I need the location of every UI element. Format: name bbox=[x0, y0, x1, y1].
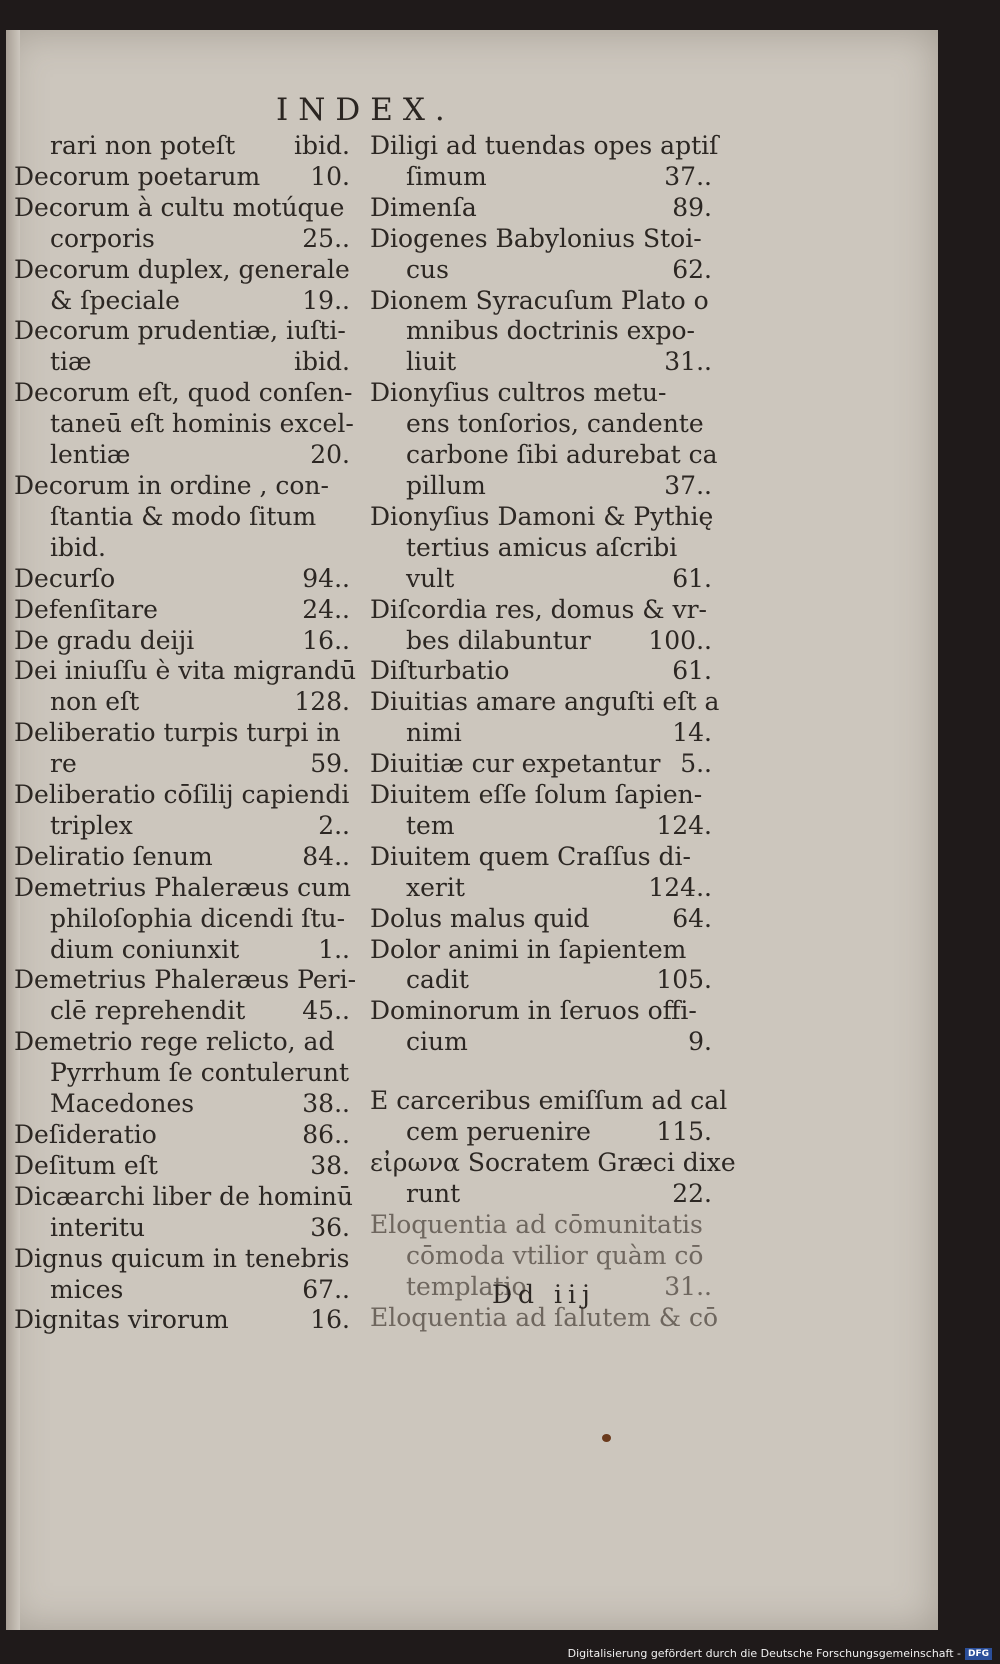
entry-page-ref bbox=[352, 378, 358, 409]
entry-page-ref bbox=[706, 780, 712, 811]
index-entry bbox=[14, 193, 350, 255]
entry-text: Deliratio ſenum bbox=[14, 841, 213, 871]
entry-page-ref bbox=[344, 718, 350, 749]
index-entry-line bbox=[370, 378, 712, 409]
section-gap bbox=[370, 1058, 712, 1086]
index-entry-line bbox=[370, 286, 712, 317]
index-entry-line bbox=[370, 502, 712, 533]
index-entry-line bbox=[14, 595, 350, 626]
entry-text: E carceribus emiſſum ad cal bbox=[370, 1086, 728, 1116]
entry-text: Macedones bbox=[50, 1089, 195, 1119]
entry-page-ref bbox=[344, 533, 350, 564]
index-entry-line bbox=[14, 1181, 353, 1213]
entry-page-ref: 5.. bbox=[680, 749, 712, 779]
entry-text: Diſturbatio bbox=[370, 656, 510, 686]
entry-text: Deliberatio turpis turpi in bbox=[14, 718, 341, 748]
entry-page-ref bbox=[346, 316, 352, 347]
ink-stain bbox=[602, 1434, 611, 1442]
index-entry-line bbox=[14, 193, 350, 224]
entry-text: cus bbox=[406, 254, 449, 284]
entry-page-ref bbox=[718, 1303, 724, 1334]
entry-text: Decorum à cultu motúque bbox=[14, 192, 345, 222]
index-entry-line bbox=[370, 347, 712, 378]
entry-text: taneū eſt hominis excel- bbox=[50, 409, 354, 439]
entry-page-ref: 100.. bbox=[648, 625, 712, 655]
index-entry-line bbox=[14, 502, 350, 533]
index-entry-line bbox=[370, 1117, 712, 1148]
entry-page-ref bbox=[706, 1241, 712, 1272]
entry-page-ref bbox=[707, 595, 713, 626]
index-entry bbox=[370, 904, 712, 935]
entry-page-ref: 2.. bbox=[318, 810, 350, 840]
entry-page-ref bbox=[349, 1244, 355, 1275]
entry-text: liuit bbox=[406, 347, 457, 377]
index-column-left bbox=[14, 131, 357, 1336]
entry-text: Deliberatio cōſilij capiendi bbox=[14, 780, 350, 810]
index-entry-line bbox=[14, 1120, 350, 1151]
entry-text: Decorum eſt, quod conſen- bbox=[14, 378, 353, 408]
index-entry bbox=[14, 316, 350, 378]
entry-text: clē reprehendit bbox=[50, 996, 246, 1026]
index-entry-line bbox=[14, 224, 350, 255]
index-entry-line bbox=[370, 255, 712, 286]
entry-text: mices bbox=[50, 1274, 124, 1304]
entry-text: mnibus doctrinis expo- bbox=[406, 316, 696, 346]
index-entry bbox=[370, 1148, 736, 1210]
entry-text: Diſcordia res, domus & vr- bbox=[370, 594, 707, 624]
entry-text: lentiæ bbox=[50, 440, 131, 470]
index-entry bbox=[370, 935, 712, 997]
entry-text: ſimum bbox=[406, 161, 487, 191]
index-entry-line bbox=[14, 1275, 350, 1306]
entry-text: Diuitiæ cur expetantur bbox=[370, 749, 661, 779]
entry-text: philoſophia dicendi ſtu- bbox=[50, 903, 346, 933]
entry-text: cōmoda vtilior quàm cō bbox=[406, 1240, 704, 1270]
page-header: INDEX. bbox=[276, 92, 455, 128]
index-entry-line bbox=[370, 193, 712, 224]
entry-text: ens tonſorios, candente bbox=[406, 409, 704, 439]
index-entry-line bbox=[14, 131, 350, 162]
entry-page-ref: 31.. bbox=[664, 1271, 712, 1301]
entry-text: bes dilabuntur bbox=[406, 625, 591, 655]
entry-page-ref bbox=[344, 1027, 350, 1058]
index-entry-line bbox=[14, 1089, 350, 1120]
entry-page-ref bbox=[719, 687, 725, 718]
index-entry bbox=[14, 842, 350, 873]
entry-page-ref: 10. bbox=[310, 161, 350, 191]
index-entry-line bbox=[14, 687, 350, 718]
entry-page-ref bbox=[706, 996, 712, 1027]
entry-page-ref bbox=[706, 842, 712, 873]
index-entry bbox=[370, 193, 712, 224]
footer-text: Digitalisierung gefördert durch die Deutsche Forschungsgemeinschaft - bbox=[567, 1647, 961, 1660]
index-entry-line bbox=[14, 378, 353, 409]
entry-page-ref: 61. bbox=[672, 656, 712, 686]
index-entry-line bbox=[370, 409, 712, 440]
index-entry-line bbox=[14, 162, 350, 193]
index-entry-line bbox=[370, 564, 712, 595]
entry-text: & ſpeciale bbox=[50, 285, 180, 315]
index-entry bbox=[14, 595, 350, 626]
index-entry-line bbox=[370, 131, 719, 162]
entry-text: tertius amicus aſcribi bbox=[406, 532, 678, 562]
index-entry-line bbox=[14, 996, 350, 1027]
entry-page-ref: 64. bbox=[672, 903, 712, 933]
index-entry-line bbox=[370, 873, 712, 904]
entry-page-ref bbox=[349, 780, 355, 811]
index-entry bbox=[370, 595, 712, 657]
entry-page-ref: 31.. bbox=[664, 347, 712, 377]
entry-text: Deſideratio bbox=[14, 1120, 157, 1149]
entry-text: Demetrio rege relicto, ad bbox=[14, 1027, 335, 1057]
index-entry-line bbox=[14, 440, 350, 471]
entry-page-ref bbox=[709, 286, 715, 317]
entry-text: Eloquentia ad cōmunitatis bbox=[370, 1209, 703, 1239]
entry-text: ibid. bbox=[50, 532, 106, 562]
entry-text: Decorum in ordine , con- bbox=[14, 470, 329, 500]
digitization-footer bbox=[568, 1647, 992, 1660]
entry-text: Decurſo bbox=[14, 563, 116, 593]
index-entry-line bbox=[370, 316, 712, 347]
entry-page-ref bbox=[706, 224, 712, 255]
index-entry-line bbox=[14, 626, 350, 657]
index-entry-line bbox=[370, 904, 712, 935]
entry-text: εἰρωνα Socratem Græci dixe bbox=[370, 1148, 736, 1177]
entry-text: Dominorum in ſeruos offi- bbox=[370, 996, 697, 1026]
entry-page-ref: 115. bbox=[656, 1117, 712, 1147]
index-entry-line bbox=[370, 1241, 712, 1272]
index-entry-line bbox=[370, 626, 712, 657]
index-entry-line bbox=[370, 1086, 728, 1117]
index-entry-line bbox=[14, 564, 350, 595]
index-entry bbox=[14, 1151, 350, 1182]
entry-text: cem peruenire bbox=[406, 1117, 591, 1147]
entry-text: re bbox=[50, 749, 77, 779]
entry-page-ref bbox=[706, 533, 712, 564]
index-entry-line bbox=[370, 687, 720, 718]
entry-text: nimi bbox=[406, 718, 462, 748]
index-entry-line bbox=[14, 1027, 350, 1058]
index-entry-line bbox=[14, 286, 350, 317]
entry-page-ref: 84.. bbox=[302, 841, 350, 871]
index-entry-line bbox=[370, 224, 712, 255]
index-entry bbox=[370, 749, 712, 780]
index-entry bbox=[14, 656, 357, 718]
entry-text: xerit bbox=[406, 872, 465, 902]
entry-page-ref bbox=[356, 965, 362, 996]
entry-text: cium bbox=[406, 1027, 468, 1057]
index-entry-line bbox=[370, 595, 712, 626]
entry-text: corporis bbox=[50, 223, 155, 253]
entry-page-ref bbox=[344, 193, 350, 224]
entry-page-ref bbox=[713, 502, 719, 533]
entry-page-ref bbox=[344, 502, 350, 533]
entry-page-ref: 16. bbox=[310, 1305, 350, 1335]
entry-text: vult bbox=[406, 563, 455, 593]
entry-text: Diuitem quem Craſſus di- bbox=[370, 841, 691, 871]
index-entry bbox=[14, 255, 350, 317]
entry-page-ref bbox=[718, 440, 724, 471]
entry-page-ref: 24.. bbox=[302, 594, 350, 624]
index-entry-line bbox=[370, 1027, 712, 1058]
entry-text: Eloquentia ad ſalutem & cō bbox=[370, 1302, 719, 1332]
signature-mark: Dd iij bbox=[492, 1280, 596, 1309]
entry-page-ref: 94.. bbox=[302, 563, 350, 593]
entry-page-ref: 20. bbox=[310, 440, 350, 470]
index-entry-line bbox=[370, 780, 712, 811]
index-entry bbox=[370, 687, 720, 749]
index-entry bbox=[14, 471, 350, 564]
index-entry-line bbox=[370, 996, 712, 1027]
entry-page-ref bbox=[718, 131, 724, 162]
entry-page-ref: 59. bbox=[310, 749, 350, 779]
entry-page-ref: 128. bbox=[294, 687, 350, 717]
index-entry-line bbox=[14, 1305, 350, 1336]
index-entry-line bbox=[14, 471, 350, 502]
index-entry-line bbox=[14, 1244, 350, 1275]
index-entry-line bbox=[14, 409, 354, 440]
index-entry-line bbox=[14, 780, 350, 811]
entry-text: Dionyſius Damoni & Pythię bbox=[370, 501, 714, 531]
entry-page-ref bbox=[356, 656, 362, 687]
entry-text: Diogenes Babylonius Stoi- bbox=[370, 223, 702, 253]
entry-page-ref bbox=[736, 1148, 742, 1179]
index-entry bbox=[14, 1181, 353, 1244]
entry-text: De gradu deiji bbox=[14, 625, 195, 655]
entry-page-ref: 62. bbox=[672, 254, 712, 284]
entry-page-ref: 124. bbox=[656, 810, 712, 840]
index-entry bbox=[14, 1244, 350, 1306]
index-entry-line bbox=[370, 1148, 736, 1179]
entry-text: tem bbox=[406, 810, 455, 840]
index-entry-line bbox=[370, 162, 712, 193]
index-entry bbox=[370, 1086, 728, 1148]
entry-text: runt bbox=[406, 1178, 461, 1208]
index-entry bbox=[14, 162, 350, 193]
entry-page-ref bbox=[706, 1210, 712, 1241]
entry-text: templatio bbox=[406, 1271, 527, 1301]
index-entry-line bbox=[14, 316, 350, 347]
entry-text: Dei iniuſſu è vita migrandū bbox=[14, 656, 357, 686]
entry-text: triplex bbox=[50, 810, 133, 840]
index-entry bbox=[370, 502, 712, 595]
index-entry-line bbox=[370, 718, 712, 749]
entry-page-ref: 105. bbox=[656, 965, 712, 995]
index-column-right bbox=[370, 131, 736, 1333]
index-entry-line bbox=[14, 718, 350, 749]
entry-page-ref bbox=[345, 904, 351, 935]
index-entry bbox=[370, 224, 712, 286]
entry-text: Dionem Syracuſum Plato o bbox=[370, 285, 709, 315]
index-entry bbox=[14, 131, 350, 162]
entry-page-ref: 16.. bbox=[302, 625, 350, 655]
entry-text: Demetrius Phaleræus Peri- bbox=[14, 965, 357, 995]
entry-text: Deſitum eſt bbox=[14, 1150, 158, 1180]
entry-text: pillum bbox=[406, 470, 486, 500]
index-entry-line bbox=[370, 965, 712, 996]
index-entry bbox=[14, 873, 350, 966]
index-entry bbox=[370, 842, 712, 904]
index-entry-line bbox=[14, 811, 350, 842]
index-entry bbox=[14, 1120, 350, 1151]
index-entry bbox=[14, 718, 350, 780]
entry-text: dium coniunxit bbox=[50, 934, 240, 964]
index-entry bbox=[14, 378, 354, 471]
entry-text: Diuitias amare anguſti eſt a bbox=[370, 687, 720, 717]
entry-text: Dimenſa bbox=[370, 192, 477, 222]
index-entry-line bbox=[14, 1058, 350, 1089]
entry-page-ref: ibid. bbox=[294, 131, 350, 160]
index-entry-line bbox=[370, 842, 712, 873]
entry-text: rari non poteſt bbox=[50, 131, 236, 160]
entry-page-ref: 1.. bbox=[318, 934, 350, 964]
entry-text: Dionyſius cultros metu- bbox=[370, 378, 667, 408]
entry-text: Dicæarchi liber de hominū bbox=[14, 1181, 353, 1211]
entry-text: Dignus quicum in tenebris bbox=[14, 1243, 350, 1273]
entry-page-ref: 45.. bbox=[302, 996, 350, 1026]
entry-text: cadit bbox=[406, 965, 469, 995]
entry-text: Decorum duplex, generale bbox=[14, 254, 350, 284]
index-entry-line bbox=[14, 1151, 350, 1182]
entry-text: interitu bbox=[50, 1212, 146, 1242]
index-entry-line bbox=[370, 935, 712, 966]
index-entry-line bbox=[370, 811, 712, 842]
entry-page-ref bbox=[727, 1086, 733, 1117]
index-entry bbox=[14, 1305, 350, 1336]
index-entry-line bbox=[370, 749, 712, 780]
entry-text: non eſt bbox=[50, 687, 140, 717]
entry-text: Pyrrhum ſe contulerunt bbox=[50, 1058, 349, 1088]
index-entry-line bbox=[14, 873, 350, 904]
index-entry-line bbox=[14, 255, 350, 286]
entry-page-ref: 36. bbox=[310, 1212, 350, 1242]
index-entry bbox=[14, 564, 350, 595]
index-entry-line bbox=[14, 347, 350, 378]
book-page bbox=[6, 30, 938, 1630]
entry-page-ref bbox=[349, 1058, 355, 1089]
entry-page-ref: 61. bbox=[672, 563, 712, 593]
entry-page-ref: 37.. bbox=[664, 161, 712, 191]
entry-text: Defenſitare bbox=[14, 594, 158, 624]
entry-page-ref: 19.. bbox=[302, 285, 350, 315]
entry-text: Dolor animi in ſapientem bbox=[370, 934, 687, 964]
index-entry bbox=[370, 780, 712, 842]
entry-page-ref: 22. bbox=[672, 1178, 712, 1208]
entry-text: carbone ſibi adurebat ca bbox=[406, 440, 718, 470]
entry-page-ref bbox=[351, 873, 357, 904]
entry-text: Decorum prudentiæ, iuſti- bbox=[14, 316, 346, 346]
index-entry bbox=[370, 378, 718, 502]
entry-page-ref bbox=[706, 935, 712, 966]
index-entry-line bbox=[370, 1179, 712, 1210]
entry-page-ref: 124.. bbox=[648, 872, 712, 902]
index-entry bbox=[370, 656, 712, 687]
dfg-logo: DFG bbox=[965, 1648, 992, 1660]
index-entry bbox=[14, 965, 357, 1027]
entry-page-ref bbox=[706, 378, 712, 409]
entry-page-ref: ibid. bbox=[294, 347, 350, 377]
index-entry-line bbox=[14, 842, 350, 873]
entry-page-ref: 38. bbox=[310, 1150, 350, 1180]
entry-text: Diuitem eſſe ſolum ſapien- bbox=[370, 780, 703, 810]
index-entry-line bbox=[14, 533, 350, 564]
entry-page-ref: 89. bbox=[672, 192, 712, 222]
index-entry-line bbox=[14, 1213, 350, 1244]
entry-page-ref: 86.. bbox=[302, 1120, 350, 1149]
index-entry-line bbox=[14, 965, 357, 996]
entry-text: ſtantia & modo ſitum bbox=[50, 501, 317, 531]
index-entry-line bbox=[370, 656, 712, 687]
index-entry-line bbox=[14, 904, 350, 935]
entry-text: Decorum poetarum bbox=[14, 161, 261, 191]
entry-text: Demetrius Phaleræus cum bbox=[14, 872, 351, 902]
entry-page-ref: 14. bbox=[672, 718, 712, 748]
index-entry-line bbox=[370, 471, 712, 502]
entry-page-ref: 25.. bbox=[302, 223, 350, 253]
entry-page-ref bbox=[350, 255, 356, 286]
index-entry bbox=[14, 780, 350, 842]
index-entry bbox=[370, 286, 712, 379]
entry-text: Diligi ad tuendas opes aptiſ bbox=[370, 131, 719, 160]
index-entry-line bbox=[370, 533, 712, 564]
index-entry-line bbox=[14, 935, 350, 966]
entry-page-ref: 38.. bbox=[302, 1089, 350, 1119]
index-entry bbox=[14, 626, 350, 657]
index-entry-line bbox=[370, 440, 718, 471]
index-entry-line bbox=[14, 656, 357, 687]
entry-page-ref bbox=[706, 316, 712, 347]
index-entry bbox=[370, 131, 719, 193]
index-entry bbox=[370, 996, 712, 1058]
entry-page-ref: 37.. bbox=[664, 470, 712, 500]
entry-text: tiæ bbox=[50, 347, 92, 377]
entry-text: Dolus malus quid bbox=[370, 903, 590, 933]
entry-text: Dignitas virorum bbox=[14, 1305, 229, 1335]
entry-page-ref: 9. bbox=[688, 1027, 712, 1057]
entry-page-ref bbox=[354, 409, 360, 440]
index-entry-line bbox=[370, 1210, 712, 1241]
index-entry bbox=[14, 1027, 350, 1120]
entry-page-ref bbox=[706, 409, 712, 440]
index-entry-line bbox=[14, 749, 350, 780]
entry-page-ref: 67.. bbox=[302, 1274, 350, 1304]
entry-page-ref bbox=[353, 1182, 359, 1213]
entry-page-ref bbox=[344, 471, 350, 502]
